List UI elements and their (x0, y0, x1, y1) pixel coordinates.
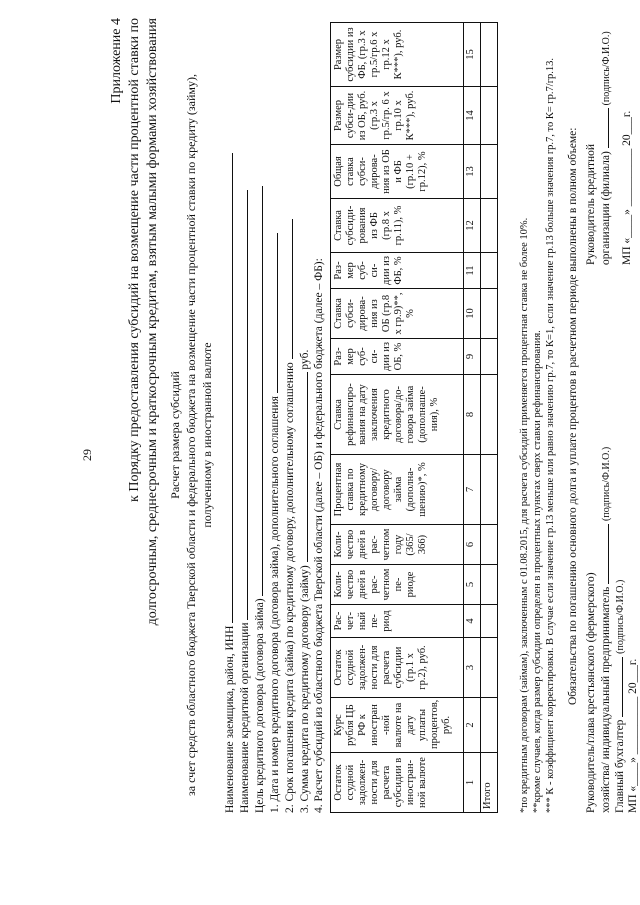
total-cell[interactable] (481, 698, 498, 753)
total-label: Итого (481, 753, 498, 813)
item-2-label: 2. Срок погашения кредита (займа) по кредитному договору, дополнительному соглашению (284, 362, 296, 813)
item-2-field[interactable] (282, 219, 293, 359)
appendix-label: Приложение 4 (109, 18, 124, 104)
column-number: 2 (464, 698, 481, 753)
signature-hint: (подпись/Ф.И.О.) (601, 446, 612, 521)
header-cell: Ставка рефинансиро-вания на дату заключения кредитного договора/до-говора займа (дополнаше-ния), % (331, 375, 464, 455)
column-number: 5 (464, 565, 481, 605)
lender-field[interactable] (237, 190, 248, 620)
item-3-field[interactable] (297, 372, 308, 562)
footnote-2: **кроме случаев, когда размер субсидии определен в процентных пунктах сверх ставки рефинансирования. (532, 330, 543, 813)
title-line-3: полученному в иностранной валюте (200, 342, 214, 528)
column-number: 9 (464, 339, 481, 375)
header-cell: Раз-мер суб-си-дии из ФБ, % (331, 253, 464, 289)
header-cell: Ставка субсиди-рования из ФБ (гр.8 х гр.11), % (331, 199, 464, 253)
total-cell[interactable] (481, 145, 498, 199)
total-cell[interactable] (481, 23, 498, 87)
borrower-label: Наименование заемщика, район, ИНН (224, 625, 236, 813)
total-cell[interactable] (481, 375, 498, 455)
total-cell[interactable] (481, 199, 498, 253)
accountant-signature-field[interactable] (612, 657, 623, 717)
total-cell[interactable] (481, 455, 498, 525)
header-cell: Процентная ставка по кредитному договору/ договору займа (дополна-шению)*, % (331, 455, 464, 525)
page-number: 29 (80, 449, 94, 461)
signer-title-1: Руководитель/глава крестьянского (фермерского) (585, 572, 597, 813)
purpose-field[interactable] (252, 186, 263, 596)
table-total-row (481, 23, 498, 813)
total-cell[interactable] (481, 638, 498, 698)
column-number: 8 (464, 375, 481, 455)
header-cell: Размер субси-дии из ОБ, руб. (гр.3 х гр.5/гр. 6 х гр.10 х К***), руб. (331, 87, 464, 145)
total-cell[interactable] (481, 289, 498, 339)
total-cell[interactable] (481, 339, 498, 375)
header-cell: Ставка субси-дирова-ния из ОБ (гр.8 х гр.9)**, % (331, 289, 464, 339)
header-cell: Раз-мер суб-си-дии из ОБ, % (331, 339, 464, 375)
lender-label: Наименование кредитной организации (239, 622, 251, 813)
appendix-line-2: долгосрочным, среднесрочным и краткосрочным кредитам, взятым малыми формами хозяйствования (145, 18, 160, 626)
table-header-row (331, 23, 464, 813)
header-cell: Коли-чество дней в рас-четном году (365/ 366) (331, 525, 464, 565)
accountant-label: Главный бухгалтер (614, 719, 626, 813)
bank-head-title-1: Руководитель кредитной (585, 143, 597, 265)
accountant-signature-hint: (подпись/Ф.И.О.) (615, 579, 626, 654)
item-3-unit: руб. (299, 349, 311, 370)
column-number: 10 (464, 289, 481, 339)
bank-signature-hint: (подпись/Ф.И.О.) (601, 31, 612, 106)
header-cell: Остаток ссудной задолжен-ности для расчета субсидии (гр.1 х гр.2), руб. (331, 638, 464, 698)
footnote-3: *** К - коэффициент корректировки. В случае если значение гр.13 меньше или равно значению гр.7, то К=1, если значение гр.13 больше значения гр.7, то К= гр.7/гр.13. (545, 57, 556, 813)
column-number: 11 (464, 253, 481, 289)
column-number: 12 (464, 199, 481, 253)
total-cell[interactable] (481, 87, 498, 145)
column-number: 13 (464, 145, 481, 199)
signer-title-2: хозяйства/ индивидуальный предприниматель (600, 586, 612, 813)
column-number: 7 (464, 455, 481, 525)
bank-signature-field[interactable] (598, 108, 609, 148)
item-4-line: 4. Расчет субсидий из областного бюджета Тверской области (далее – ОБ) и федерального бюджета (далее – ФБ): (313, 258, 325, 813)
header-cell: Рас-чет-ный пе-риод (331, 605, 464, 638)
column-number: 4 (464, 605, 481, 638)
left-stamp-date: МП «____» __________ 20___г. (627, 658, 639, 813)
borrower-field[interactable] (222, 153, 233, 623)
bank-head-title-2-line (598, 31, 615, 265)
table-number-row (464, 23, 481, 813)
total-cell[interactable] (481, 525, 498, 565)
header-cell: Курс рубля ЦБ РФ к иностран -ной валюте на дату уплаты процентов, руб. (331, 698, 464, 753)
header-cell: Размер субсидии из ФБ, (гр.3 х гр.5/гр.6 х гр.12 х К***), руб. (331, 23, 464, 87)
bank-head-title-2: организации (филиала) (600, 151, 612, 265)
footnotes (518, 13, 557, 813)
column-number: 6 (464, 525, 481, 565)
purpose-label: Цель кредитного договора (договора займа) (254, 598, 266, 813)
header-cell: Коли-чество дней в рас-четном пе-риоде (331, 565, 464, 605)
title-line-1: Расчет размера субсидий (168, 371, 182, 499)
total-cell[interactable] (481, 605, 498, 638)
title-line-2: за счет средств областного бюджета Тверской области и федерального бюджета на возмещение части процентной ставки по кредиту (займу), (184, 74, 198, 796)
column-number: 14 (464, 87, 481, 145)
subsidy-table (330, 22, 498, 813)
item-3-label: 3. Сумма кредита по кредитному договору (займу) (299, 565, 311, 813)
right-stamp-date: МП «____» __________ 20___г. (621, 110, 633, 265)
signer-signature-field[interactable] (598, 524, 609, 584)
appendix-line-1: к Порядку предоставления субсидий на возмещение части процентной ставки по (127, 18, 142, 502)
item-1-label: 1. Дата и номер кредитного договора (договора займа), дополнительного соглашения (269, 396, 281, 813)
header-cell: Остаток ссудной задолжен-ности для расчета субсидии в иностран-ной валюте (331, 753, 464, 813)
item-1-field[interactable] (267, 233, 278, 393)
header-cell: Общая ставка субси-дирова-ния из ОБ и ФБ (гр.10 + гр.12), % (331, 145, 464, 199)
total-cell[interactable] (481, 565, 498, 605)
column-number: 15 (464, 23, 481, 87)
obligation-statement: Обязательства по погашению основного долга и уплате процентов в расчетном периоде выполнены в полном объеме: (567, 127, 579, 705)
total-cell[interactable] (481, 253, 498, 289)
column-number: 1 (464, 753, 481, 813)
footnote-1: *по кредитным договорам (займам), заключенным с 01.08.2015, для расчета субсидий применяется процентная ставка не более 10%. (519, 217, 530, 813)
column-number: 3 (464, 638, 481, 698)
